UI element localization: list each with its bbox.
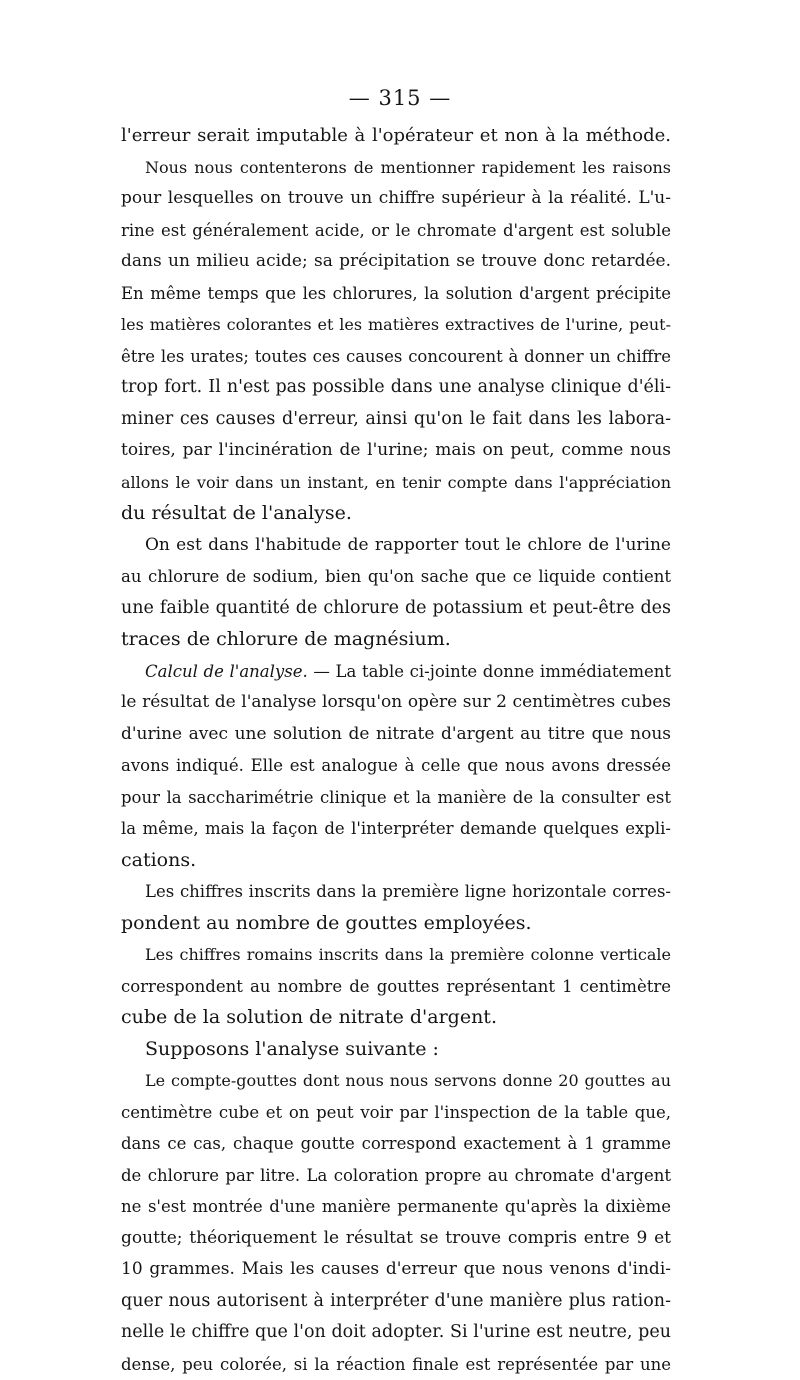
line-text: l'erreur serait imputable à l'opérateur et non à la méthode. bbox=[121, 125, 671, 146]
text-line bbox=[121, 939, 671, 971]
line-text: cube de la solution de nitrate d'argent. bbox=[121, 1006, 497, 1028]
text-line bbox=[121, 656, 671, 688]
line-text: 10 grammes. Mais les causes d'erreur que nous venons d'indi- bbox=[121, 1259, 671, 1279]
line-text: traces de chlorure de magnésium. bbox=[121, 628, 451, 650]
text-line bbox=[121, 687, 671, 719]
line-text: pour la saccharimétrie clinique et la manière de la consulter est bbox=[121, 788, 671, 807]
line-text: — La table ci-jointe donne immédiatement bbox=[308, 662, 671, 681]
text-line bbox=[121, 971, 671, 1003]
line-text: nelle le chiffre que l'on doit adopter. Si l'urine est neutre, peu bbox=[121, 1322, 671, 1342]
text-line bbox=[121, 404, 671, 436]
text-line bbox=[121, 908, 671, 940]
text-line bbox=[121, 309, 671, 341]
text-line bbox=[121, 498, 671, 530]
line-text: En même temps que les chlorures, la solution d'argent précipite bbox=[121, 284, 671, 303]
line-text: Les chiffres romains inscrits dans la première colonne verticale bbox=[145, 945, 671, 964]
text-line bbox=[121, 561, 671, 593]
line-text: ne s'est montrée d'une manière permanente qu'après la dixième bbox=[121, 1197, 671, 1216]
line-text: dans ce cas, chaque goutte correspond exactement à 1 gramme bbox=[121, 1134, 671, 1153]
line-text: dense, peu colorée, si la réaction finale est représentée par une bbox=[121, 1355, 671, 1374]
text-line bbox=[121, 1286, 671, 1318]
text-line bbox=[121, 372, 671, 404]
text-line bbox=[121, 1034, 671, 1066]
line-text: miner ces causes d'erreur, ainsi qu'on le fait dans les labora- bbox=[121, 409, 671, 429]
line-text: On est dans l'habitude de rapporter tout le chlore de l'urine bbox=[145, 535, 671, 555]
line-text: dans un milieu acide; sa précipitation se trouve donc retardée. bbox=[121, 251, 671, 271]
text-line bbox=[121, 152, 671, 184]
line-text: Les chiffres inscrits dans la première ligne horizontale corres- bbox=[145, 882, 671, 901]
line-text: au chlorure de sodium, bien qu'on sache que ce liquide contient bbox=[121, 567, 671, 586]
line-text: trop fort. Il n'est pas possible dans une analyse clinique d'éli- bbox=[121, 377, 671, 397]
line-text: allons le voir dans un instant, en tenir compte dans l'appréciation bbox=[121, 473, 671, 492]
text-line bbox=[121, 719, 671, 751]
page-number: — 315 — bbox=[0, 86, 800, 110]
text-line bbox=[121, 624, 671, 656]
text-line bbox=[121, 1160, 671, 1192]
text-line bbox=[121, 1097, 671, 1129]
text-line bbox=[121, 1349, 671, 1380]
text-line bbox=[121, 1254, 671, 1286]
section-heading: Calcul de l'analyse. bbox=[145, 662, 308, 681]
line-text: être les urates; toutes ces causes concourent à donner un chiffre bbox=[121, 347, 671, 366]
line-text: toires, par l'incinération de l'urine; mais on peut, comme nous bbox=[121, 440, 671, 460]
text-line bbox=[121, 215, 671, 247]
line-text: cations. bbox=[121, 849, 196, 871]
line-text: quer nous autorisent à interpréter d'une manière plus ration- bbox=[121, 1291, 671, 1311]
text-line bbox=[121, 1128, 671, 1160]
line-text: Le compte-gouttes dont nous nous servons donne 20 gouttes au bbox=[145, 1071, 671, 1090]
line-text: correspondent au nombre de gouttes représentant 1 centimètre bbox=[121, 977, 671, 996]
line-text: Nous nous contenterons de mentionner rapidement les raisons bbox=[145, 158, 671, 177]
text-line bbox=[121, 435, 671, 467]
line-text: de chlorure par litre. La coloration propre au chromate d'argent bbox=[121, 1166, 671, 1185]
line-text: le résultat de l'analyse lorsqu'on opère sur 2 centimètres cubes bbox=[121, 692, 671, 712]
text-line bbox=[121, 750, 671, 782]
text-line bbox=[121, 1191, 671, 1223]
line-text: rine est généralement acide, or le chromate d'argent est soluble bbox=[121, 221, 671, 240]
line-text: goutte; théoriquement le résultat se trouve compris entre 9 et bbox=[121, 1228, 671, 1248]
line-text: centimètre cube et on peut voir par l'inspection de la table que, bbox=[121, 1103, 671, 1122]
text-line bbox=[121, 183, 671, 215]
text-line bbox=[121, 1002, 671, 1034]
text-line bbox=[121, 1223, 671, 1255]
line-text: pondent au nombre de gouttes employées. bbox=[121, 912, 532, 934]
text-line bbox=[121, 1065, 671, 1097]
line-text: du résultat de l'analyse. bbox=[121, 502, 352, 524]
line-text: la même, mais la façon de l'interpréter demande quelques expli- bbox=[121, 819, 671, 838]
text-line bbox=[121, 876, 671, 908]
text-line bbox=[121, 278, 671, 310]
line-text: les matières colorantes et les matières extractives de l'urine, peut- bbox=[121, 315, 671, 334]
text-line bbox=[121, 593, 671, 625]
text-line bbox=[121, 467, 671, 499]
text-line bbox=[121, 246, 671, 278]
line-text: avons indiqué. Elle est analogue à celle que nous avons dressée bbox=[121, 756, 671, 775]
text-line bbox=[121, 782, 671, 814]
text-line bbox=[121, 813, 671, 845]
line-text: une faible quantité de chlorure de potassium et peut-être des bbox=[121, 598, 671, 618]
text-line bbox=[121, 120, 671, 152]
line-text: Supposons l'analyse suivante : bbox=[145, 1038, 439, 1060]
line-text: d'urine avec une solution de nitrate d'argent au titre que nous bbox=[121, 724, 671, 744]
text-line bbox=[121, 845, 671, 877]
body-text bbox=[121, 120, 671, 1380]
text-line bbox=[121, 530, 671, 562]
text-line bbox=[121, 341, 671, 373]
text-line bbox=[121, 1317, 671, 1349]
line-text: pour lesquelles on trouve un chiffre supérieur à la réalité. L'u- bbox=[121, 188, 671, 208]
